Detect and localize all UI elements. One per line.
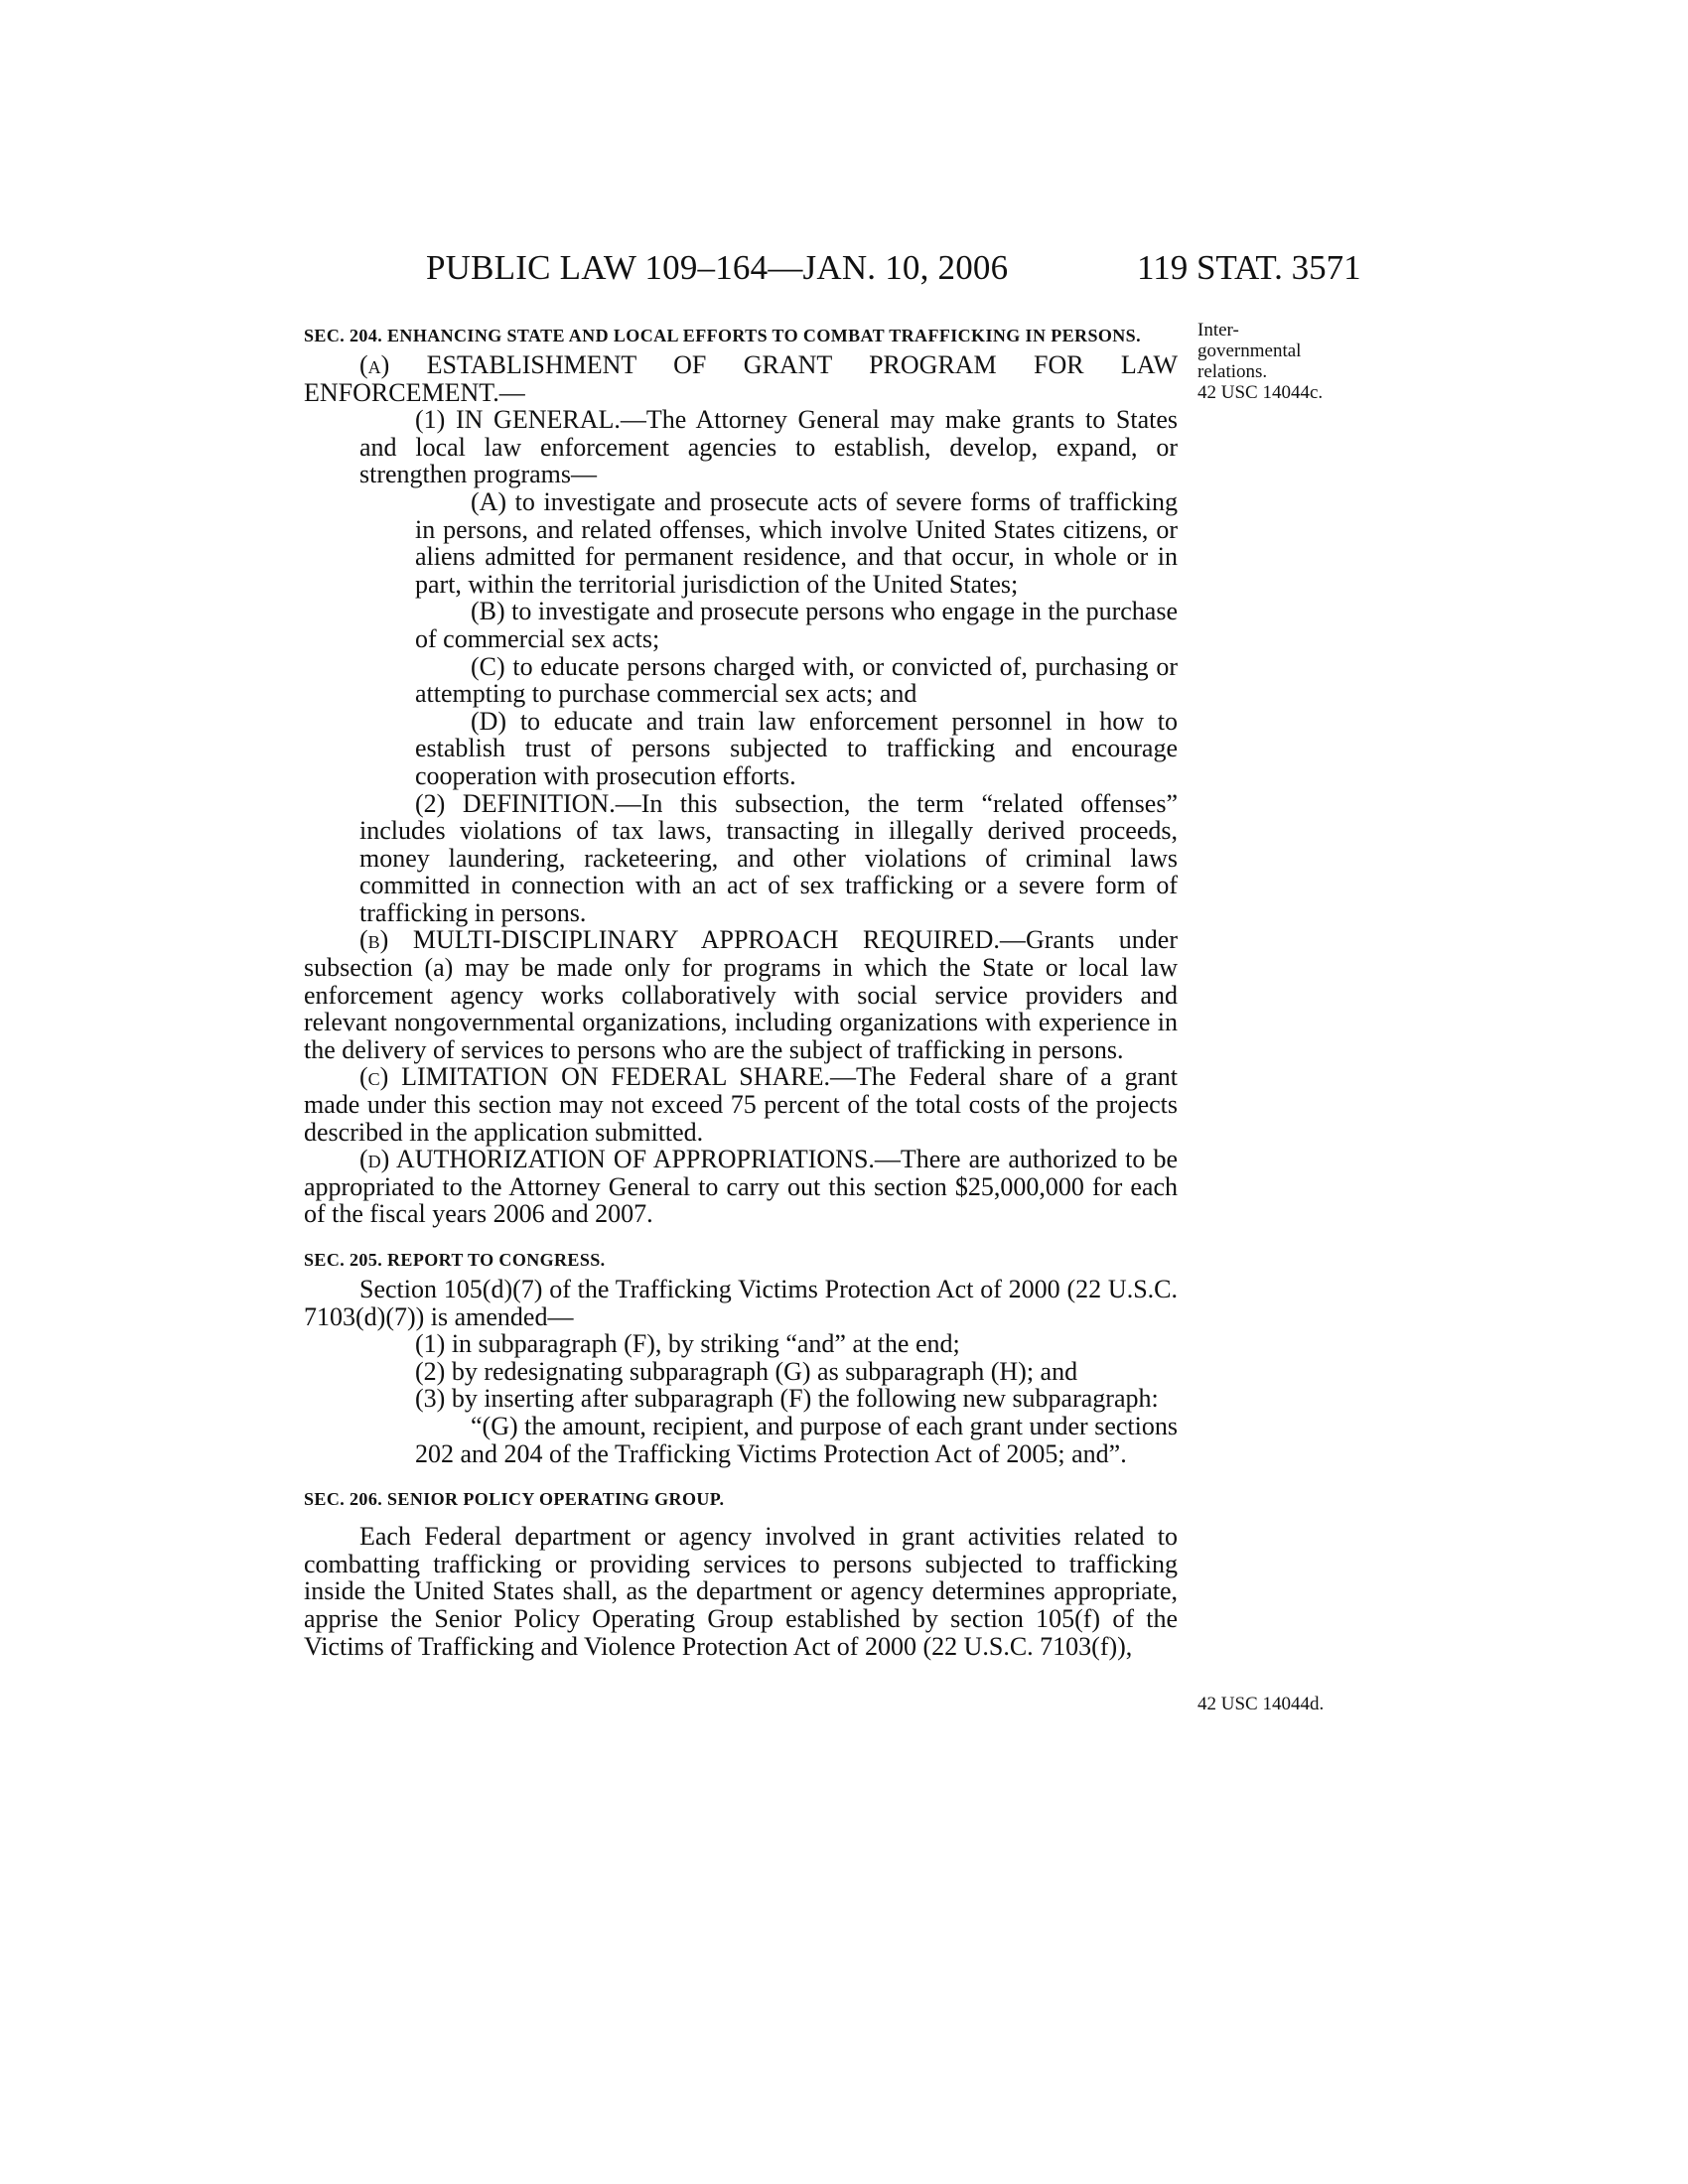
paragraph-text: The Attorney General may make grants to States and local law enforcement agencies to establish, develop, expand, or strengthen programs—: [359, 405, 1178, 489]
section-text: Each Federal department or agency involved in grant activities related to combatting trafficking or providing services to persons subjected to trafficking inside the United States shall, as the department or agency determines appropriate, apprise the Senior Policy Operating Group established by section 105(f) of the Victims of Trafficking and Violence Protection Act of 2000 (22 U.S.C. 7103(f)),: [304, 1522, 1178, 1661]
section-spacer: [304, 1467, 1178, 1481]
subsection-caption: (a) ESTABLISHMENT OF GRANT PROGRAM FOR LAW ENFORCEMENT.—: [304, 350, 1178, 407]
section-spacer: [304, 1228, 1178, 1242]
subsection-caption: (d) AUTHORIZATION OF APPROPRIATIONS.—: [359, 1145, 901, 1174]
subsection-c: [304, 1063, 1178, 1146]
subsection-d: [304, 1146, 1178, 1228]
section-intro: Section 105(d)(7) of the Trafficking Victims Protection Act of 2000 (22 U.S.C. 7103(d)(7)) is amended—: [304, 1275, 1178, 1331]
subsection-b: [304, 926, 1178, 1063]
subsection-text: Grants under subsection (a) may be made only for programs in which the State or local law enforcement agency works collaboratively with social service providers and relevant nongovernmental organizations, including organizations with experience in the delivery of services to persons who are the subject of trafficking in persons.: [304, 925, 1178, 1064]
document-body: [304, 318, 1178, 1660]
margin-note-line: governmental: [1197, 341, 1302, 361]
running-header-page-ref: 119 STAT. 3571: [1137, 248, 1361, 287]
subparagraph-B: (B) to investigate and prosecute persons who engage in the purchase of commercial sex acts;: [415, 597, 1178, 653]
margin-note-usc: 42 USC 14044d.: [1197, 1694, 1325, 1714]
section-heading: SEC. 204. ENHANCING STATE AND LOCAL EFFORTS TO COMBAT TRAFFICKING IN PERSONS.: [304, 326, 1141, 345]
paragraph-a2: [304, 790, 1178, 927]
amendment-2: (2) by redesignating subparagraph (G) as subparagraph (H); and: [415, 1356, 1078, 1386]
section-heading: SEC. 206. SENIOR POLICY OPERATING GROUP.: [304, 1489, 725, 1510]
subsection-caption: (c) LIMITATION ON FEDERAL SHARE.—: [359, 1062, 857, 1092]
subparagraph-C: (C) to educate persons charged with, or convicted of, purchasing or attempting to purchase commercial sex acts; and: [415, 651, 1178, 709]
paragraph-caption: (2) DEFINITION.—: [415, 788, 641, 818]
margin-note-intergovernmental: [1197, 320, 1396, 403]
subparagraph-A: (A) to investigate and prosecute acts of severe forms of trafficking in persons, and related offenses, which involve United States citizens, or aliens admitted for permanent residence, and that occur, in whole or in part, within the territorial jurisdiction of the United States;: [415, 486, 1178, 599]
subsection-caption: (b) MULTI-DISCIPLINARY APPROACH REQUIRED.—: [359, 925, 1026, 955]
paragraph-caption: (1) IN GENERAL.—: [415, 405, 646, 435]
margin-note-line: relations.: [1197, 361, 1268, 382]
margin-note-line: Inter-: [1197, 320, 1239, 341]
subsection-text: The Federal share of a grant made under this section may not exceed 75 percent of the total costs of the projects described in the application submitted.: [304, 1062, 1178, 1147]
paragraph-text: In this subsection, the term “related offenses” includes violations of tax laws, transacting in illegally derived proceeds, money laundering, racketeering, and other violations of criminal laws committed in connection with an act of sex trafficking or a severe form of trafficking in persons.: [359, 788, 1178, 927]
amendment-1: (1) in subparagraph (F), by striking “and” at the end;: [415, 1329, 960, 1359]
amendment-3: (3) by inserting after subparagraph (F) the following new subparagraph:: [415, 1384, 1159, 1414]
subsection-text: There are authorized to be appropriated to the Attorney General to carry out this section $25,000,000 for each of the fiscal years 2006 and 2007.: [304, 1145, 1178, 1229]
section-heading: SEC. 205. REPORT TO CONGRESS.: [304, 1250, 606, 1270]
margin-note-line: 42 USC 14044c.: [1197, 382, 1324, 403]
quoted-subparagraph: “(G) the amount, recipient, and purpose of each grant under sections 202 and 204 of the Trafficking Victims Protection Act of 2005; and”.: [415, 1411, 1178, 1468]
subparagraph-D: (D) to educate and train law enforcement personnel in how to establish trust of persons subjected to trafficking and encourage cooperation with prosecution efforts.: [415, 706, 1178, 790]
subsection-a: [304, 351, 1178, 406]
running-header-title: PUBLIC LAW 109–164—JAN. 10, 2006: [426, 248, 1009, 287]
paragraph-a1: [304, 406, 1178, 488]
